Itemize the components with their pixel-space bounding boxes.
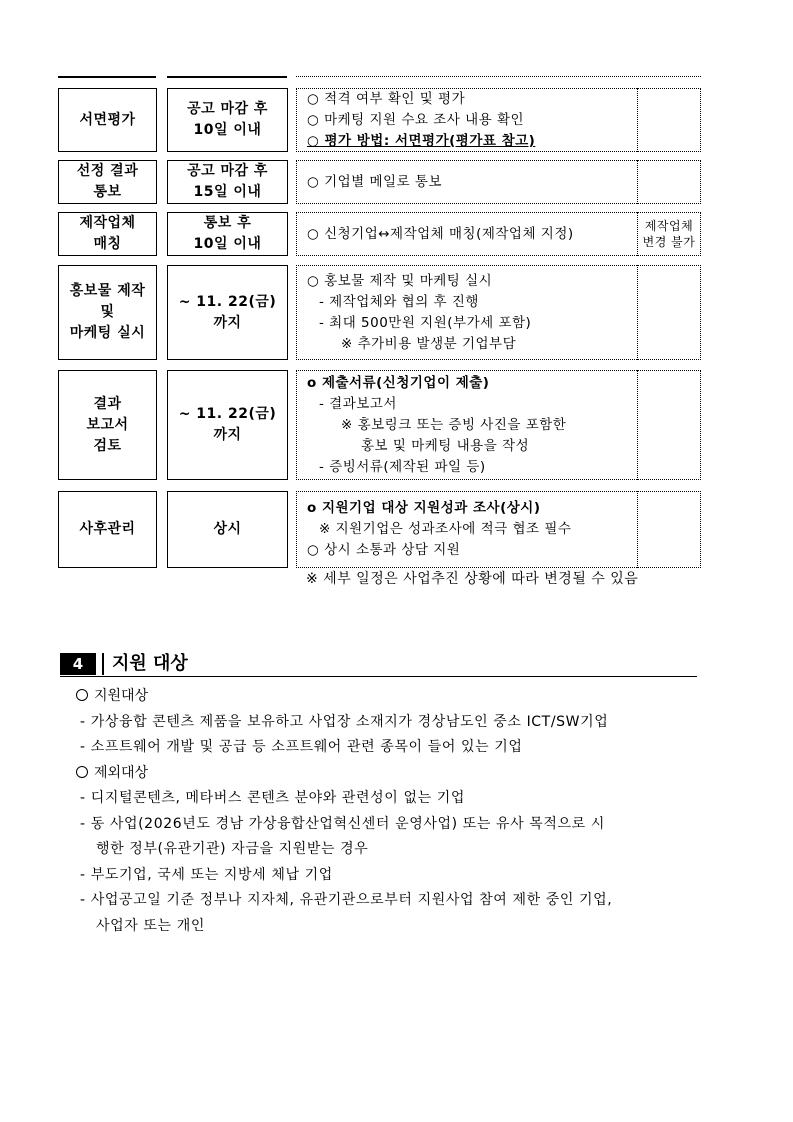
exclude-item-continued: 사업자 또는 개인 bbox=[96, 917, 205, 934]
schedule-content-line: ※ 추가비용 발생분 기업부담 bbox=[341, 336, 517, 352]
schedule-timing-text: 10일 이내 bbox=[193, 236, 262, 252]
schedule-footnote: ※ 세부 일정은 사업추진 상황에 따라 변경될 수 있음 bbox=[306, 571, 639, 587]
schedule-content-cell bbox=[296, 212, 637, 256]
schedule-step-text: 홍보물 제작 bbox=[69, 283, 146, 299]
schedule-step-cell bbox=[58, 160, 157, 204]
schedule-step-text: 선정 결과 bbox=[76, 163, 139, 179]
schedule-content-line: o 제출서류(신청기업이 제출) bbox=[307, 375, 490, 391]
schedule-content-line: - 제작업체와 협의 후 진행 bbox=[319, 294, 479, 310]
target-heading-row bbox=[76, 684, 716, 710]
schedule-content-line: ※ 홍보링크 또는 증빙 사진을 포함한 bbox=[341, 417, 567, 433]
schedule-content-cell bbox=[296, 88, 637, 152]
schedule-step-text: 제작업체 bbox=[79, 215, 136, 231]
schedule-remark-cell bbox=[637, 370, 701, 480]
schedule-timing-cell bbox=[167, 491, 288, 568]
schedule-remark-cell bbox=[637, 491, 701, 568]
schedule-step-text: 매칭 bbox=[93, 236, 122, 252]
schedule-step-text: 마케팅 실시 bbox=[69, 325, 146, 341]
schedule-timing-text: 상시 bbox=[213, 521, 242, 537]
schedule-remark-text: 변경 불가 bbox=[642, 235, 696, 249]
schedule-remark-cell bbox=[637, 265, 701, 360]
schedule-timing-text: 15일 이내 bbox=[193, 184, 262, 200]
section-number: 4 bbox=[60, 653, 96, 675]
schedule-step-text: 및 bbox=[100, 304, 115, 320]
schedule-remark-cell bbox=[637, 88, 701, 152]
table-top-rule-step bbox=[58, 76, 156, 78]
exclude-item: - 동 사업(2026년도 경남 가상융합산업혁신센터 운영사업) 또는 유사 목적으로 시 bbox=[80, 815, 605, 832]
schedule-step-text: 서면평가 bbox=[79, 111, 136, 128]
schedule-content-cell bbox=[296, 265, 637, 360]
exclude-item: - 부도기업, 국세 또는 지방세 체납 기업 bbox=[80, 866, 333, 883]
schedule-remark-cell bbox=[637, 160, 701, 204]
schedule-remark-text: 제작업체 bbox=[644, 219, 694, 233]
schedule-step-cell bbox=[58, 491, 157, 568]
schedule-content-line: ○ 마케팅 지원 수요 조사 내용 확인 bbox=[307, 112, 525, 128]
circle-bullet-icon bbox=[76, 766, 88, 778]
schedule-timing-text: 통보 후 bbox=[203, 215, 252, 231]
schedule-content-line: ○ 상시 소통과 상담 지원 bbox=[307, 542, 461, 558]
schedule-timing-cell bbox=[167, 265, 288, 360]
schedule-timing-text: 공고 마감 후 bbox=[187, 163, 268, 179]
table-top-rule-content bbox=[296, 76, 701, 77]
circle-bullet-icon bbox=[76, 689, 88, 701]
target-item: - 가상융합 콘텐츠 제품을 보유하고 사업장 소재지가 경상남도인 중소 ICT/SW기업 bbox=[80, 713, 609, 730]
schedule-content-line: - 최대 500만원 지원(부가세 포함) bbox=[319, 315, 532, 331]
exclude-item-continued: 행한 정부(유관기관) 자금을 지원받는 경우 bbox=[96, 841, 369, 857]
schedule-step-cell bbox=[58, 370, 157, 480]
schedule-content-cell bbox=[296, 160, 637, 204]
schedule-step-text: 결과 bbox=[93, 395, 122, 412]
schedule-step-cell bbox=[58, 212, 157, 256]
schedule-step-text: 사후관리 bbox=[79, 521, 136, 537]
schedule-content-line: ○ 홍보물 제작 및 마케팅 실시 bbox=[307, 273, 493, 289]
schedule-step-text: 통보 bbox=[93, 184, 122, 200]
schedule-content-line: ○ 기업별 메일로 통보 bbox=[307, 174, 442, 190]
schedule-remark-cell bbox=[637, 212, 701, 256]
schedule-step-cell bbox=[58, 265, 157, 360]
exclude-heading: 제외대상 bbox=[94, 764, 149, 781]
section-divider bbox=[102, 653, 104, 675]
schedule-content-line: ※ 지원기업은 성과조사에 적극 협조 필수 bbox=[319, 521, 572, 537]
exclude-item: - 사업공고일 기준 정부나 지자체, 유관기관으로부터 지원사업 참여 제한 중인 기업, bbox=[80, 892, 613, 908]
schedule-content-cell bbox=[296, 491, 637, 568]
schedule-content-line: o 지원기업 대상 지원성과 조사(상시) bbox=[307, 500, 541, 516]
schedule-timing-text: ~ 11. 22(금) bbox=[178, 406, 277, 422]
schedule-timing-text: 10일 이내 bbox=[193, 122, 262, 138]
section-heading bbox=[60, 652, 697, 677]
table-top-rule-timing bbox=[167, 76, 287, 78]
schedule-content-line: - 결과보고서 bbox=[319, 396, 397, 412]
schedule-content-line: ○ 신청기업↔제작업체 매칭(제작업체 지정) bbox=[307, 226, 574, 242]
schedule-content-line: - 증빙서류(제작된 파일 등) bbox=[319, 459, 486, 475]
eligibility-body bbox=[76, 684, 716, 939]
schedule-timing-text: 까지 bbox=[213, 427, 242, 443]
section-title: 지원 대상 bbox=[112, 653, 188, 674]
schedule-timing-text: 공고 마감 후 bbox=[187, 101, 268, 117]
schedule-step-text: 보고서 bbox=[86, 416, 129, 433]
schedule-content-line: ○ 적격 여부 확인 및 평가 bbox=[307, 91, 466, 107]
schedule-timing-text: 까지 bbox=[213, 314, 242, 331]
schedule-timing-text: ~ 11. 22(금) bbox=[178, 293, 277, 310]
schedule-timing-cell bbox=[167, 88, 288, 152]
target-heading: 지원대상 bbox=[94, 688, 149, 704]
schedule-timing-cell bbox=[167, 160, 288, 204]
schedule-content-line: ○ 평가 방법: 서면평가(평가표 참고) bbox=[307, 133, 536, 149]
target-item: - 소프트웨어 개발 및 공급 등 소프트웨어 관련 종목이 들어 있는 기업 bbox=[80, 739, 523, 755]
schedule-step-cell bbox=[58, 88, 157, 152]
exclude-heading-row bbox=[76, 761, 716, 787]
schedule-content-cell bbox=[296, 370, 637, 480]
schedule-timing-cell bbox=[167, 370, 288, 480]
schedule-step-text: 검토 bbox=[93, 437, 122, 454]
schedule-timing-cell bbox=[167, 212, 288, 256]
schedule-content-line: 홍보 및 마케팅 내용을 작성 bbox=[361, 438, 530, 454]
exclude-item: - 디지털콘텐츠, 메타버스 콘텐츠 분야와 관련성이 없는 기업 bbox=[80, 790, 466, 806]
